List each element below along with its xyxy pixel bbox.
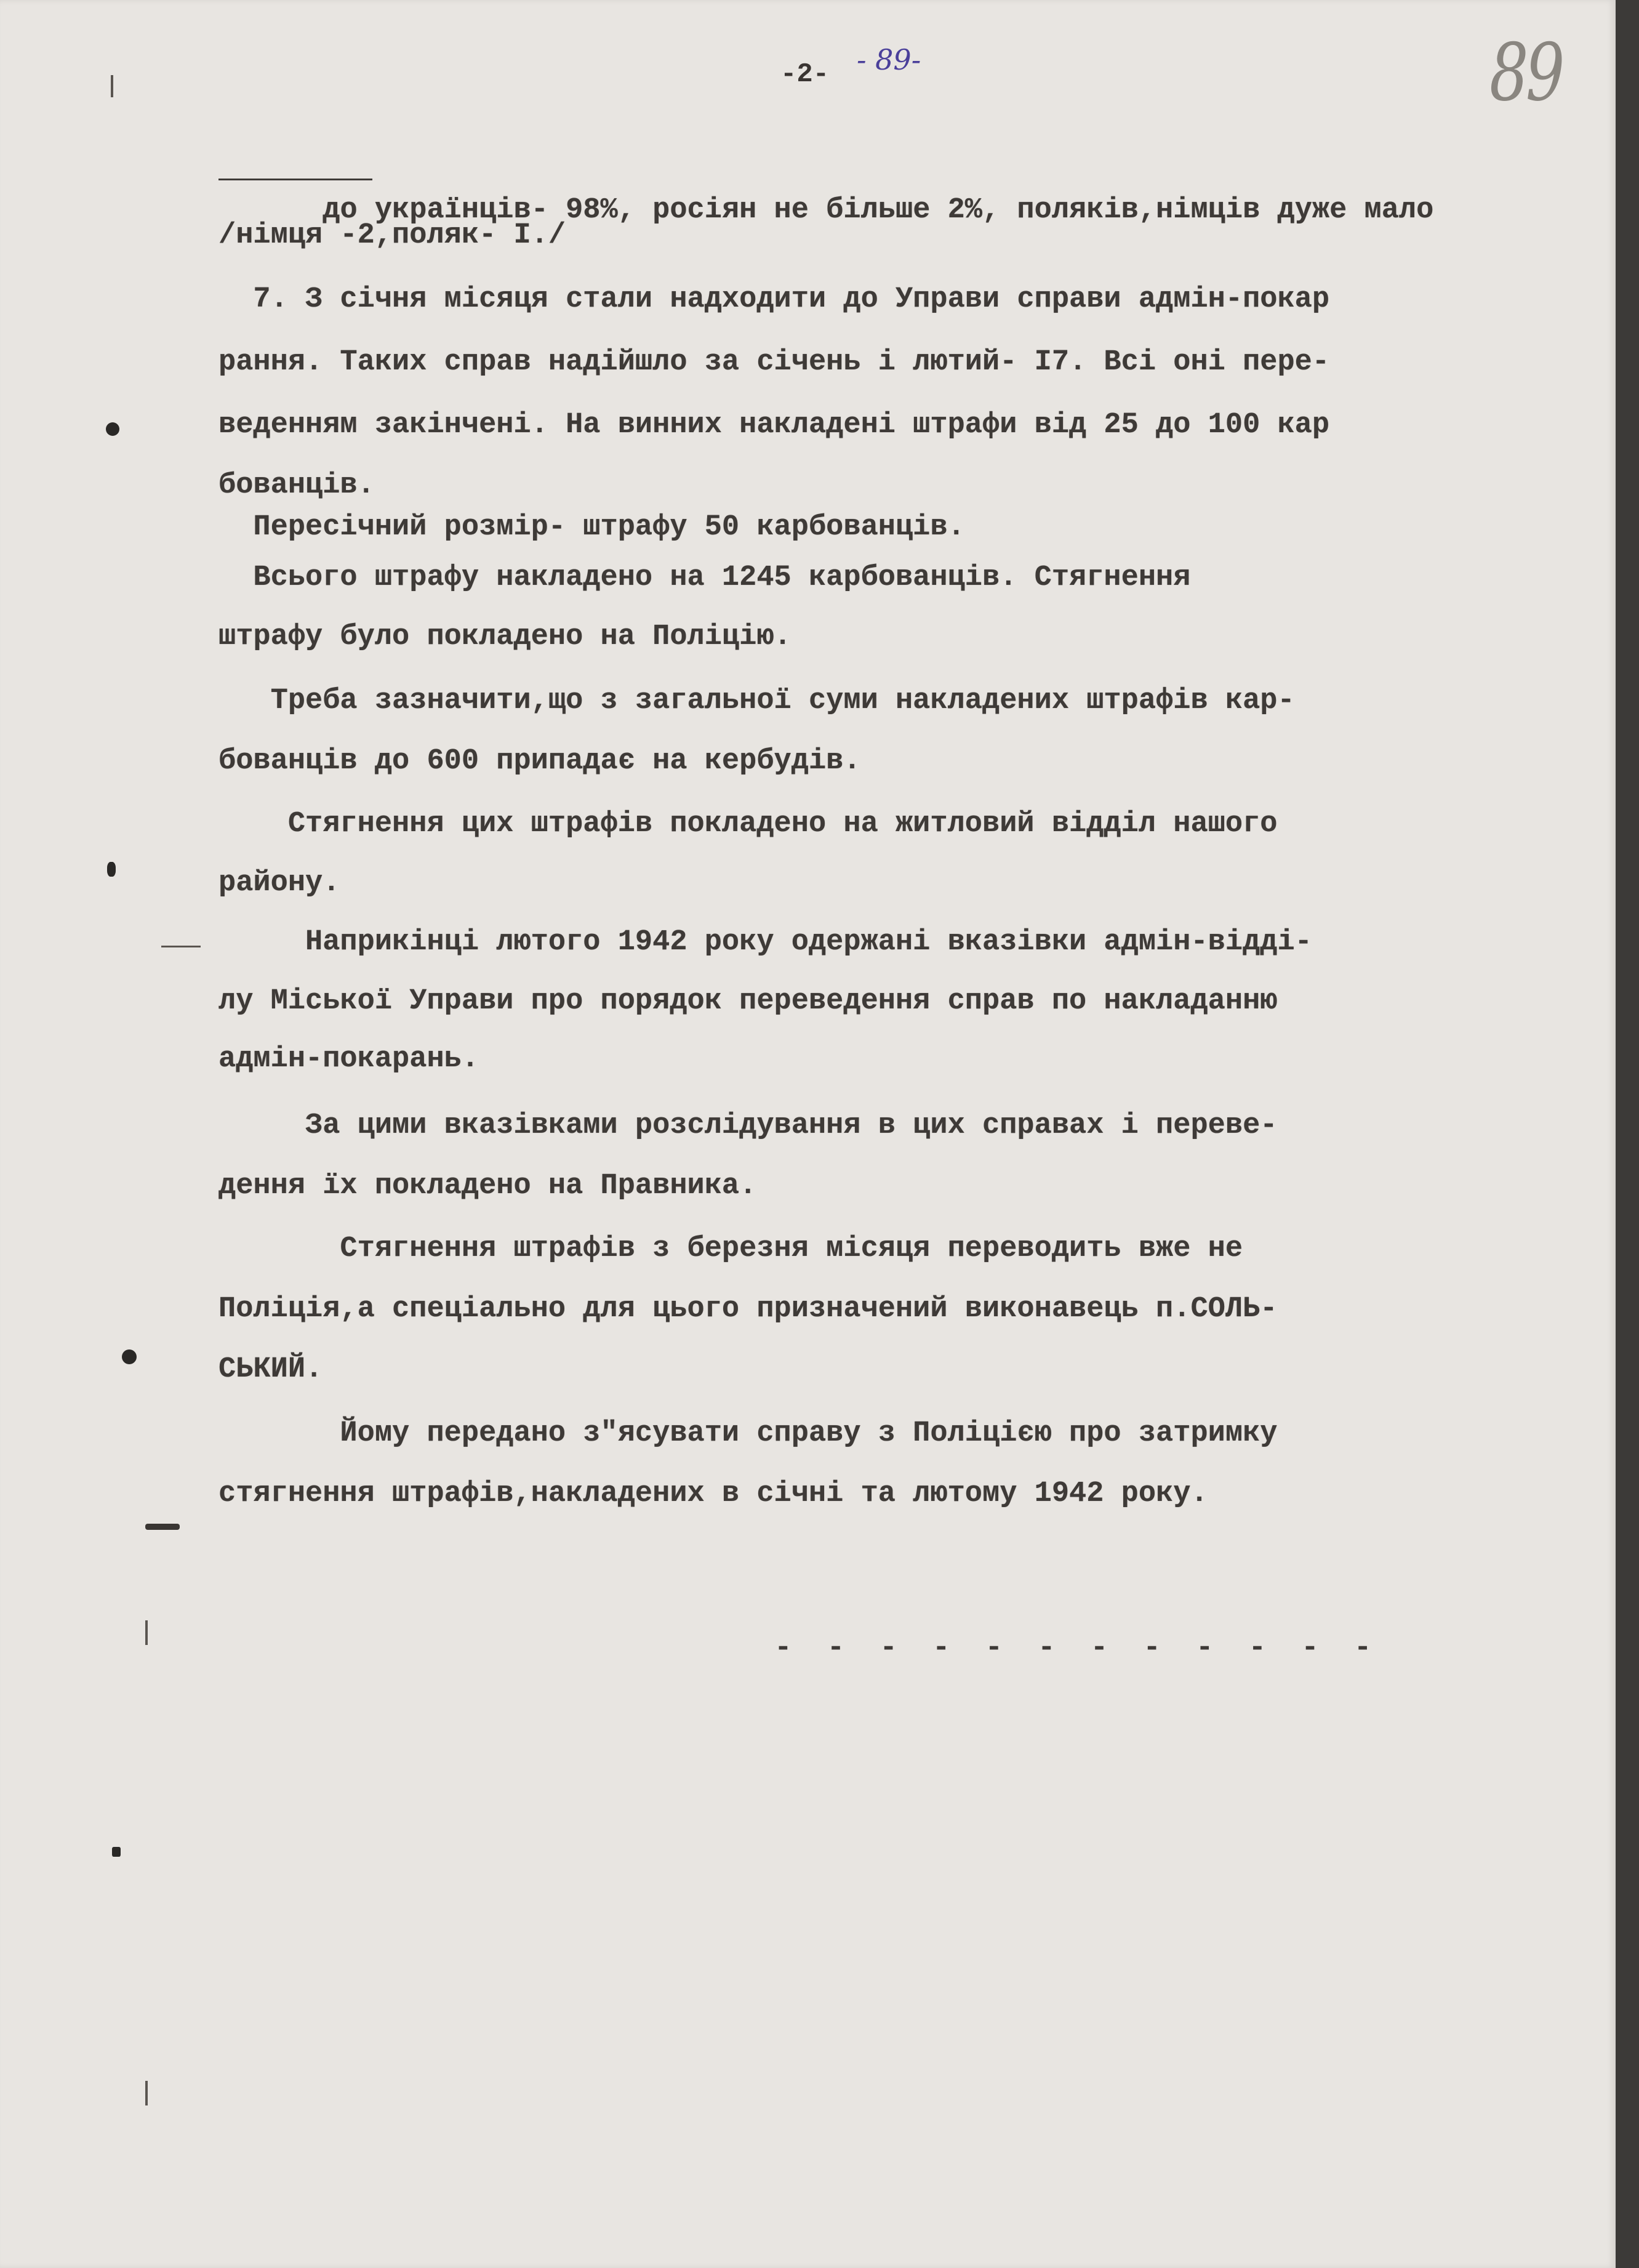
filing-mark: [161, 946, 201, 947]
folio-number: 89: [1489, 27, 1562, 119]
text-line-3: 7. З січня місяця стали надходити до Управи справи адмін-покар: [218, 283, 1330, 316]
text-line-4: рання. Таких справ надійшло за січень і лютий- І7. Всі оні пере-: [218, 346, 1330, 379]
text-line-16: адмін-покарань.: [218, 1043, 479, 1076]
text-line-15: лу Міської Управи про порядок переведення справ по накладанню: [218, 985, 1278, 1018]
filing-mark: [145, 1620, 148, 1645]
text-line-10: Треба зазначити,що з загальної суми накладених штрафів кар-: [218, 685, 1295, 717]
page-number: -2-: [780, 59, 830, 90]
text-line-9: штрафу було покладено на Поліцію.: [218, 621, 791, 653]
text-line-20: Поліція,а спеціально для цього призначений виконавець п.СОЛЬ-: [218, 1293, 1278, 1325]
strike-through-mark: [218, 179, 372, 180]
text-line-8: Всього штрафу накладено на 1245 карбованців. Стягнення: [218, 561, 1191, 594]
filing-mark: [111, 75, 113, 97]
text-line-22: Йому передано з"ясувати справу з Поліцією про затримку: [218, 1417, 1278, 1450]
binding-hole: [112, 1847, 121, 1857]
text-line-18: дення їх покладено на Правника.: [218, 1170, 757, 1202]
text-line-19: Стягнення штрафів з березня місяця переводить вже не: [218, 1233, 1243, 1265]
text-line-17: За цими вказівками розслідування в цих справах і переве-: [218, 1109, 1278, 1142]
text-line-12: Стягнення цих штрафів покладено на житловий відділ нашого: [218, 808, 1278, 840]
closing-dashes: - - - - - - - - - - - -: [774, 1631, 1381, 1665]
binding-hole: [107, 862, 116, 877]
text-line-7: Пересічний розмір- штрафу 50 карбованців.: [218, 511, 965, 544]
text-line-21: СЬКИЙ.: [218, 1353, 323, 1386]
text-line-5: веденням закінчені. На винних накладені штрафи від 25 до 100 кар: [218, 409, 1330, 441]
text-line-14: Наприкінці лютого 1942 року одержані вказівки адмін-відді-: [218, 926, 1312, 959]
text-line-6: бованців.: [218, 469, 375, 502]
text-line-11: бованців до 600 припадає на кербудів.: [218, 745, 861, 778]
text-line-1: до українців- 98%, росіян не більше 2%, поляків,німців дуже мало: [218, 161, 1433, 292]
handwritten-page-number: - 89-: [857, 43, 921, 76]
text-line-2: /німця -2,поляк- І./: [218, 219, 566, 252]
binding-hole: [106, 422, 119, 436]
filing-mark: [145, 2081, 148, 2105]
filing-mark: [145, 1524, 180, 1530]
text-line-13: району.: [218, 867, 340, 899]
text-line-23: стягнення штрафів,накладених в січні та лютому 1942 року.: [218, 1478, 1208, 1510]
binding-hole: [122, 1349, 137, 1364]
